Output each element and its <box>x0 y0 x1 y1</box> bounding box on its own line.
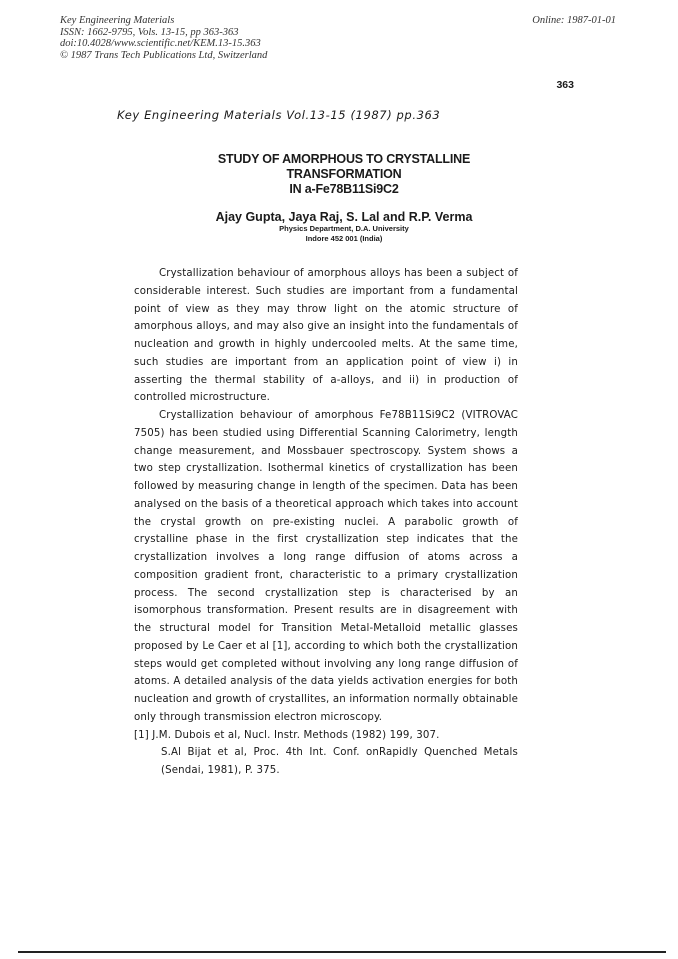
paragraph-2: Crystallization behaviour of amorphous Fe78B11Si9C2 (VITROVAC 7505) has been studied using Differential Scanning Calorimetry, length change measurement, and Mossbauer spectroscopy. System shows a two step crystallization. Isothermal kinetics of crystallization has been followed by measuring change in length of the specimen. Data has been analysed on the basis of a theoretical approach which takes into account the crystal growth on pre-existing nuclei. A parabolic growth of crystalline phase in the first crystallization step indicates that the crystallization involves a long range diffusion of atoms across a composition gradient front, characteristic to a primary crystallization process. The second crystallization step is characterised by an isomorphous transformation. Present results are in disagreement with the structural model for Transition Metal-Metalloid metallic glasses proposed by Le Caer et al [1], according to which both the crystallization steps would get completed without involving any long range diffusion of atoms. A detailed analysis of the data yields activation energies for both nucleation and growth of crystallites, an information normally obtainable only through transmission electron microscopy. <box>134 410 518 723</box>
online-date: Online: 1987-01-01 <box>532 15 616 26</box>
title-line-2: TRANSFORMATION <box>286 167 402 181</box>
journal-line: Key Engineering Materials Vol.13-15 (1987) pp.363 <box>117 108 441 122</box>
issn-line: ISSN: 1662-9795, Vols. 13-15, pp 363-363 <box>60 26 239 38</box>
title-line-3: IN a-Fe78B11Si9C2 <box>289 182 399 196</box>
copyright-line: © 1987 Trans Tech Publications Ltd, Switzerland <box>60 49 268 61</box>
affiliation-line-2: Indore 452 001 (India) <box>305 233 383 243</box>
publication-info <box>60 15 267 61</box>
doi-line: doi:10.4028/www.scientific.net/KEM.13-15.363 <box>60 38 261 50</box>
authors: Ajay Gupta, Jaya Raj, S. Lal and R.P. Verma <box>215 210 473 224</box>
bottom-rule <box>18 951 666 953</box>
page-number: 363 <box>556 79 574 91</box>
journal-name: Key Engineering Materials <box>60 15 175 26</box>
affiliation <box>130 224 558 243</box>
reference-1: [1] J.M. Dubois et al, Nucl. Instr. Methods (1982) 199, 307. <box>134 729 440 741</box>
references <box>134 727 518 780</box>
title-line-1: STUDY OF AMORPHOUS TO CRYSTALLINE <box>217 152 471 166</box>
reference-2: S.Al Bijat et al, Proc. 4th Int. Conf. onRapidly Quenched Metals (Sendai, 1981), P. 375. <box>161 747 518 776</box>
affiliation-line-1: Physics Department, D.A. University <box>279 224 409 233</box>
paper-title <box>130 152 558 197</box>
paragraph-1: Crystallization behaviour of amorphous alloys has been a subject of considerable interest. Such studies are important from a fundamental point of view as they may throw light on the atomic structure of amorphous alloys, and may also give an insight into the fundamentals of nucleation and growth in highly undercooled melts. At the same time, such studies are important from an application point of view i) in asserting the thermal stability of a-alloys, and ii) in production of controlled microstructure. <box>134 268 518 404</box>
abstract-body <box>134 265 518 780</box>
